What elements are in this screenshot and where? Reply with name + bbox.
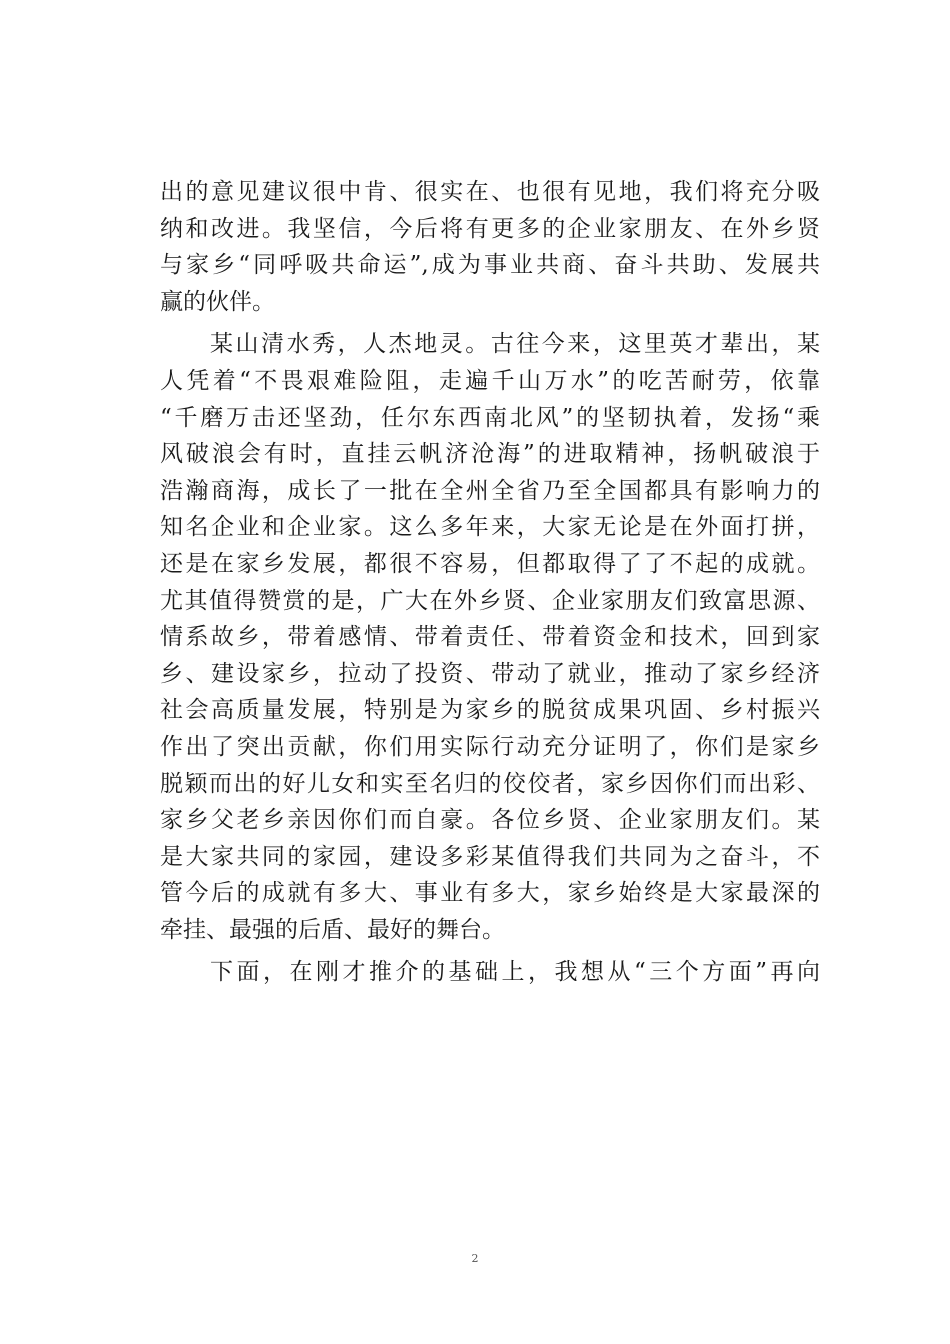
- text-line: 尤其值得赞赏的是，广大在外乡贤、企业家朋友们致富思源、: [160, 587, 820, 614]
- text-line: 家乡父老乡亲因你们而自豪。各位乡贤、企业家朋友们。某: [160, 807, 820, 834]
- text-line: 还是在家乡发展，都很不容易，但都取得了了不起的成就。: [160, 550, 820, 577]
- text-line: 脱颖而出的好儿女和实至名归的佼佼者，家乡因你们而出彩、: [160, 770, 820, 797]
- text-line: 管今后的成就有多大、事业有多大，家乡始终是大家最深的: [160, 880, 820, 907]
- text-line: 纳和改进。我坚信，今后将有更多的企业家朋友、在外乡贤: [160, 215, 820, 242]
- text-line: 出的意见建议很中肯、很实在、也很有见地，我们将充分吸: [160, 179, 820, 205]
- text-line: 情系故乡，带着感情、带着责任、带着资金和技术，回到家: [160, 624, 820, 651]
- text-line: 是大家共同的家园，建设多彩某值得我们共同为之奋斗，不: [160, 843, 820, 870]
- text-line: 作出了突出贡献，你们用实际行动充分证明了，你们是家乡: [160, 733, 820, 760]
- text-line: 与家乡“同呼吸共命运”,成为事业共商、奋斗共助、发展共: [160, 252, 820, 279]
- text-line: 牵挂、最强的后盾、最好的舞台。: [160, 916, 505, 943]
- page-number: 2: [471, 1252, 479, 1265]
- text-line: 浩瀚商海，成长了一批在全州全省乃至全国都具有影响力的: [160, 477, 820, 504]
- text-line: 知名企业和企业家。这么多年来，大家无论是在外面打拼，: [160, 514, 820, 541]
- text-line: 乡、建设家乡，拉动了投资、带动了就业，推动了家乡经济: [160, 660, 820, 687]
- text-line: “千磨万击还坚劲，任尔东西南北风”的坚韧执着，发扬“乘: [160, 404, 820, 431]
- text-line: 风破浪会有时，直挂云帆济沧海”的进取精神，扬帆破浪于: [160, 441, 820, 468]
- text-line: 社会高质量发展，特别是为家乡的脱贫成果巩固、乡村振兴: [160, 697, 820, 724]
- text-line: 某山清水秀，人杰地灵。古往今来，这里英才辈出，某: [210, 331, 820, 358]
- text-line: 下面，在刚才推介的基础上，我想从“三个方面”再向: [210, 959, 820, 986]
- text-line: 人凭着“不畏艰难险阻，走遍千山万水”的吃苦耐劳，依靠: [160, 367, 820, 394]
- text-line: 赢的伙伴。: [160, 288, 275, 315]
- body-text: [160, 174, 820, 991]
